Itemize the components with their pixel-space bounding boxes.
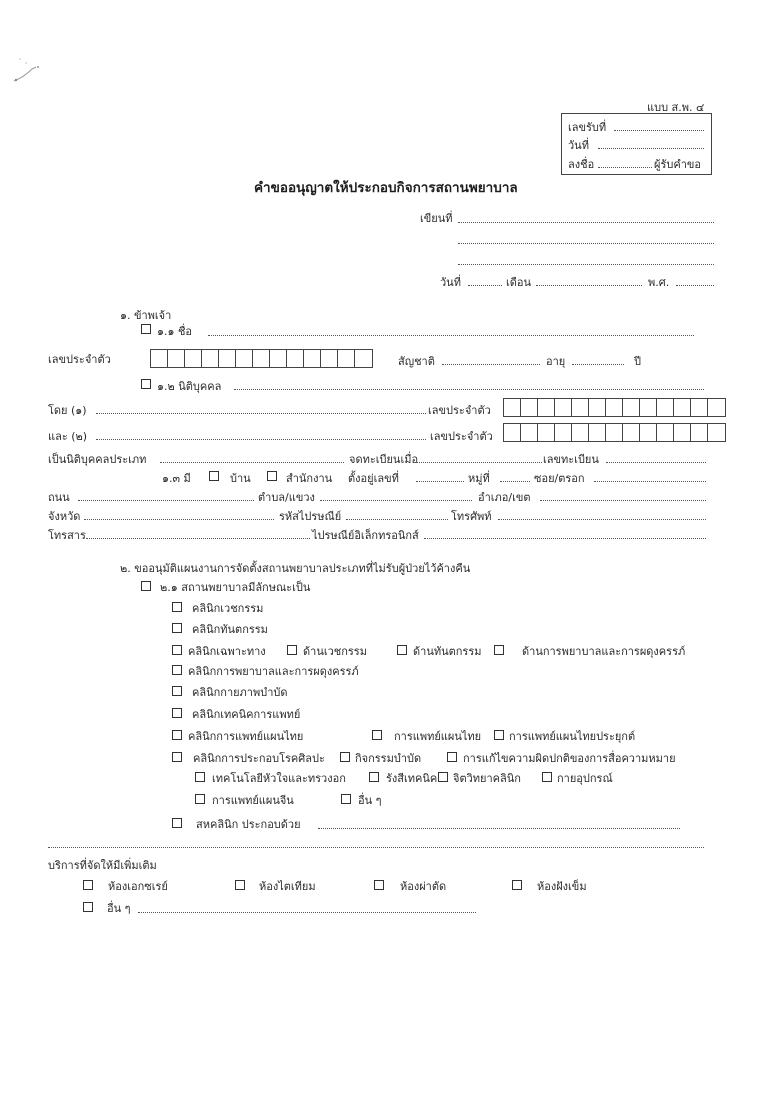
spec-dental-label: ด้านทันตกรรม: [413, 645, 482, 658]
page-title: คำขออนุญาตให้ประกอบกิจการสถานพยาบาล: [254, 180, 518, 196]
id-label-by1: เลขประจำตัว: [428, 404, 491, 417]
postcode-field[interactable]: [346, 519, 448, 520]
specialty-clinic-label: คลินิกเฉพาะทาง: [188, 645, 266, 658]
form-code: แบบ ส.พ. ๔: [647, 101, 705, 114]
spec-nursing-checkbox[interactable]: [494, 645, 504, 655]
surgery-checkbox[interactable]: [374, 880, 384, 890]
spec-medical-checkbox[interactable]: [287, 645, 297, 655]
written-at-field-2[interactable]: [458, 243, 714, 244]
polyclinic-label: สหคลินิก ประกอบด้วย: [196, 818, 301, 831]
xray-label: ห้องเอกซเรย์: [108, 880, 168, 893]
other-specialty-label: อื่น ๆ: [358, 794, 382, 807]
written-at-field-1[interactable]: [458, 222, 714, 223]
juristic-label: ๑.๒ นิติบุคคล: [157, 380, 222, 393]
phone-label: โทรศัพท์: [451, 510, 492, 523]
dialysis-checkbox[interactable]: [235, 880, 245, 890]
amphoe-field[interactable]: [540, 500, 706, 501]
fax-label: โทรสาร: [48, 529, 86, 542]
office-checkbox[interactable]: [267, 471, 277, 481]
road-field[interactable]: [78, 500, 254, 501]
date-month-field[interactable]: [536, 285, 642, 286]
email-label: ไปรษณีย์อิเล็กทรอนิกส์: [312, 529, 419, 542]
id-label: เลขประจำตัว: [48, 353, 111, 366]
id-number-grid-by1[interactable]: [503, 398, 726, 417]
receipt-box: [561, 113, 712, 175]
registration-no-field[interactable]: [606, 462, 706, 463]
speech-checkbox[interactable]: [447, 752, 457, 762]
receipt-no-field[interactable]: [614, 130, 704, 131]
id-label-and2: เลขประจำตัว: [430, 430, 493, 443]
province-label: จังหวัด: [48, 510, 81, 523]
specialty-clinic-checkbox[interactable]: [172, 645, 182, 655]
thai-med-checkbox[interactable]: [372, 730, 382, 740]
outpatient-facility-checkbox[interactable]: [141, 581, 151, 591]
located-no-label: ตั้งอยู่เลขที่: [348, 472, 399, 485]
dental-clinic-checkbox[interactable]: [172, 623, 182, 633]
nationality-field[interactable]: [442, 364, 540, 365]
xray-checkbox[interactable]: [83, 880, 93, 890]
id-number-grid-and2[interactable]: [503, 423, 726, 442]
other-services-field[interactable]: [138, 912, 476, 913]
signature-field[interactable]: [598, 167, 652, 168]
age-unit-label: ปี: [634, 355, 641, 368]
services-heading: บริการที่จัดให้มีเพิ่มเติม: [48, 859, 157, 872]
cardio-tech-checkbox[interactable]: [195, 772, 205, 782]
other-services-label: อื่น ๆ: [107, 902, 131, 915]
and2-field[interactable]: [96, 439, 426, 440]
medical-clinic-checkbox[interactable]: [172, 602, 182, 612]
moo-field[interactable]: [500, 481, 530, 482]
receipt-date-field[interactable]: [598, 148, 704, 149]
phone-field[interactable]: [498, 519, 706, 520]
section1-heading: ๑. ข้าพเจ้า: [120, 309, 172, 322]
nursing-clinic-checkbox[interactable]: [172, 665, 182, 675]
medical-clinic-label: คลินิกเวชกรรม: [192, 602, 264, 615]
nationality-label: สัญชาติ: [398, 355, 435, 368]
other-specialty-checkbox[interactable]: [341, 794, 351, 804]
medtech-clinic-checkbox[interactable]: [172, 708, 182, 718]
soi-label: ซอย/ตรอก: [534, 472, 585, 485]
speech-label: การแก้ไขความผิดปกติของการสื่อความหมาย: [463, 752, 676, 765]
date-year-field[interactable]: [676, 285, 714, 286]
receipt-date-label: วันที่: [568, 139, 589, 152]
thai-med-clinic-label: คลินิกการแพทย์แผนไทย: [188, 730, 304, 743]
acupuncture-label: ห้องฝังเข็ม: [537, 880, 587, 893]
receipt-no-label: เลขรับที่: [568, 121, 607, 134]
dental-clinic-label: คลินิกทันตกรรม: [192, 623, 268, 636]
spec-medical-label: ด้านเวชกรรม: [303, 645, 367, 658]
province-field[interactable]: [84, 519, 274, 520]
written-at-label: เขียนที่: [420, 212, 453, 225]
registered-when-field[interactable]: [416, 462, 542, 463]
by1-field[interactable]: [96, 413, 426, 414]
natural-person-checkbox[interactable]: [141, 324, 151, 334]
receiver-label: ผู้รับคำขอ: [654, 158, 701, 171]
fax-field[interactable]: [86, 538, 310, 539]
and2-label: และ (๒): [48, 430, 88, 443]
juristic-name-field[interactable]: [234, 389, 704, 390]
moo-label: หมู่ที่: [468, 472, 490, 485]
signature-label: ลงชื่อ: [568, 158, 595, 171]
house-no-field[interactable]: [416, 481, 464, 482]
registration-no-label: เลขทะเบียน: [543, 453, 599, 466]
written-at-field-3[interactable]: [458, 264, 714, 265]
house-label: บ้าน: [230, 472, 251, 485]
radiology-checkbox[interactable]: [369, 772, 379, 782]
polyclinic-field[interactable]: [318, 828, 680, 829]
id-number-grid[interactable]: [150, 349, 373, 368]
date-label: วันที่: [440, 276, 461, 289]
postcode-label: รหัสไปรษณีย์: [279, 510, 342, 523]
tambon-field[interactable]: [320, 500, 472, 501]
juristic-type-label: เป็นนิติบุคคลประเภท: [48, 453, 147, 466]
clinical-psych-label: จิตวิทยาคลินิก: [453, 772, 521, 785]
prosthetics-label: กายอุปกรณ์: [557, 772, 613, 785]
acupuncture-checkbox[interactable]: [512, 880, 522, 890]
scan-smudge-mark: [8, 55, 48, 85]
road-label: ถนน: [48, 491, 70, 504]
other-services-checkbox[interactable]: [83, 902, 93, 912]
nursing-clinic-label: คลินิกการพยาบาลและการผดุงครรภ์: [188, 665, 359, 678]
thai-applied-label: การแพทย์แผนไทยประยุกต์: [509, 730, 636, 743]
prosthetics-checkbox[interactable]: [542, 772, 552, 782]
registered-when-label: จดทะเบียนเมื่อ: [349, 453, 419, 466]
cardio-tech-label: เทคโนโลยีหัวใจและทรวงอก: [212, 772, 346, 785]
dialysis-label: ห้องไตเทียม: [259, 880, 316, 893]
clinical-psych-checkbox[interactable]: [438, 772, 448, 782]
juristic-type-field[interactable]: [160, 462, 344, 463]
section2-heading: ๒. ขออนุมัติแผนงานการจัดตั้งสถานพยาบาลประเภทที่ไม่รับผู้ป่วยไว้ค้างคืน: [120, 562, 471, 575]
name-label: ๑.๑ ชื่อ: [157, 325, 193, 338]
physio-clinic-checkbox[interactable]: [172, 686, 182, 696]
by1-label: โดย (๑): [48, 404, 87, 417]
house-checkbox[interactable]: [209, 471, 219, 481]
soi-field[interactable]: [594, 481, 706, 482]
month-label: เดือน: [506, 276, 532, 289]
juristic-person-checkbox[interactable]: [141, 379, 151, 389]
art-healing-clinic-label: คลินิกการประกอบโรคศิลปะ: [193, 752, 325, 765]
occupational-checkbox[interactable]: [340, 752, 350, 762]
chinese-med-checkbox[interactable]: [195, 794, 205, 804]
spec-dental-checkbox[interactable]: [397, 645, 407, 655]
year-label: พ.ศ.: [648, 276, 670, 289]
occupational-label: กิจกรรมบำบัด: [355, 752, 422, 765]
polyclinic-checkbox[interactable]: [172, 818, 182, 828]
chinese-med-label: การแพทย์แผนจีน: [212, 794, 294, 807]
facility-type-label: ๒.๑ สถานพยาบาลมีลักษณะเป็น: [160, 581, 311, 594]
thai-applied-checkbox[interactable]: [494, 730, 504, 740]
thai-med-clinic-checkbox[interactable]: [172, 730, 182, 740]
art-healing-clinic-checkbox[interactable]: [172, 752, 182, 762]
age-label: อายุ: [546, 355, 566, 368]
age-field[interactable]: [572, 364, 624, 365]
polyclinic-field-2[interactable]: [48, 847, 704, 848]
date-day-field[interactable]: [468, 285, 502, 286]
spec-nursing-label: ด้านการพยาบาลและการผดุงครรภ์: [522, 645, 686, 658]
office-label: สำนักงาน: [286, 472, 333, 485]
radiology-label: รังสีเทคนิค: [386, 772, 438, 785]
thai-med-label: การแพทย์แผนไทย: [394, 730, 482, 743]
amphoe-label: อำเภอ/เขต: [478, 491, 531, 504]
has-label: ๑.๓ มี: [162, 472, 191, 485]
tambon-label: ตำบล/แขวง: [258, 491, 315, 504]
physio-clinic-label: คลินิกกายภาพบำบัด: [192, 686, 288, 699]
medtech-clinic-label: คลินิกเทคนิคการแพทย์: [192, 708, 301, 721]
email-field[interactable]: [424, 538, 706, 539]
name-field[interactable]: [208, 335, 694, 336]
surgery-label: ห้องผ่าตัด: [400, 880, 447, 893]
